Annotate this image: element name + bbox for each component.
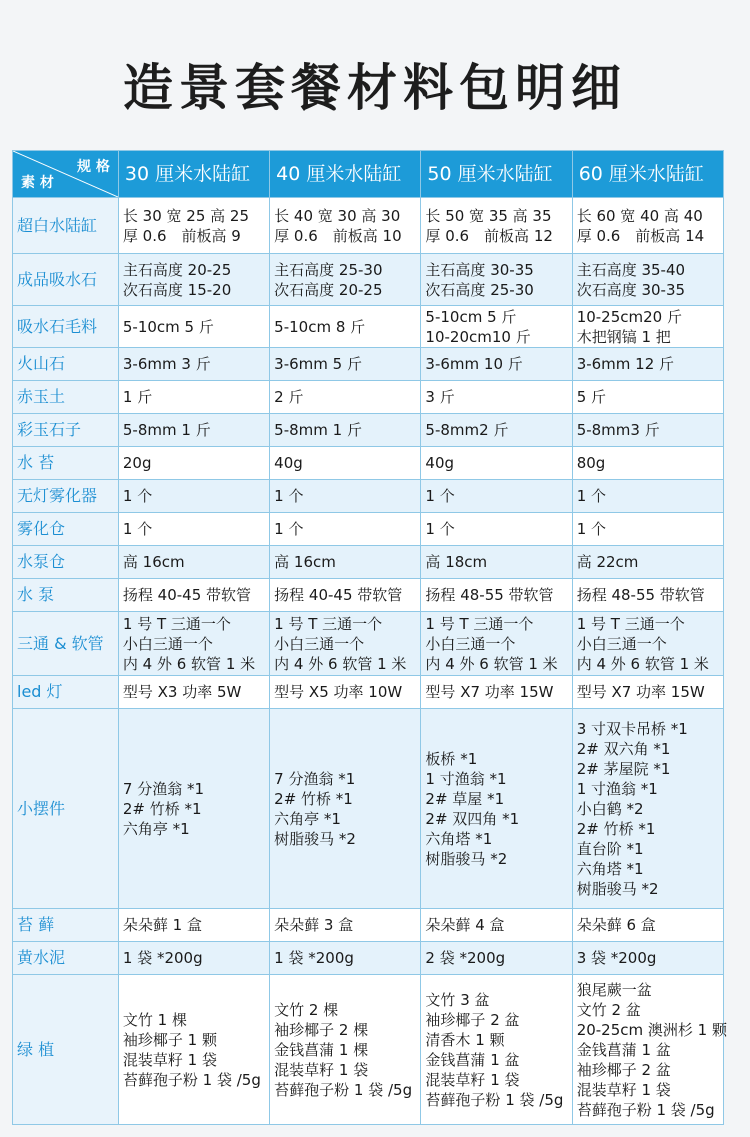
column-header-50cm: 50 厘米水陆缸 [421, 151, 572, 198]
row-label: 雾化仓 [13, 513, 119, 546]
cell-line: 3-6mm 12 斤 [576, 355, 675, 373]
cell-line: 袖珍椰子 2 盆 [425, 1010, 520, 1029]
table-cell [118, 546, 269, 579]
table-cell [421, 975, 572, 1125]
cell-line: 1 个 [576, 487, 606, 505]
table-cell [118, 909, 269, 942]
cell-line: 5-8mm 1 斤 [122, 421, 211, 439]
table-cell [270, 942, 421, 975]
cell-line: 型号 X7 功率 15W [576, 683, 705, 701]
table-cell [421, 676, 572, 709]
cell-line: 7 分渔翁 *1 [274, 769, 356, 788]
cell-line: 扬程 40-45 带软管 [274, 586, 403, 604]
cell-line: 文竹 2 棵 [274, 1000, 339, 1019]
table-cell [118, 975, 269, 1125]
material-label: 素 材 [21, 175, 54, 191]
cell-line: 扬程 48-55 带软管 [425, 586, 554, 604]
cell-line: 金钱菖蒲 1 盆 [576, 1040, 671, 1059]
cell-line: 5-10cm 5 斤 [122, 317, 214, 336]
cell-line: 扬程 48-55 带软管 [576, 586, 705, 604]
cell-line: 长 50 宽 35 高 35 [425, 206, 552, 225]
cell-line: 厚 0.6 前板高 14 [576, 226, 705, 245]
table-cell [118, 381, 269, 414]
cell-line: 5-8mm2 斤 [425, 421, 509, 439]
cell-line: 3 斤 [425, 388, 455, 406]
cell-line: 1 寸渔翁 *1 [425, 769, 507, 788]
cell-line: 朵朵藓 1 盒 [122, 916, 202, 934]
header-corner [13, 151, 119, 198]
table-cell [421, 254, 572, 306]
table-cell [572, 942, 723, 975]
table-cell [270, 909, 421, 942]
cell-line: 苔藓孢子粉 1 袋 /5g [274, 1080, 413, 1099]
cell-line: 2# 竹桥 *1 [274, 789, 353, 808]
table-cell [118, 942, 269, 975]
cell-line: 小白三通一个 [274, 634, 365, 653]
cell-line: 朵朵藓 4 盒 [425, 916, 505, 934]
table-cell [118, 306, 269, 348]
row-label: 绿 植 [13, 975, 119, 1125]
cell-line: 直台阶 *1 [576, 839, 644, 858]
column-header-40cm: 40 厘米水陆缸 [270, 151, 421, 198]
table-cell [270, 198, 421, 254]
cell-line: 内 4 外 6 软管 1 米 [576, 654, 709, 673]
table-header-row [13, 151, 724, 198]
table-row [13, 447, 724, 480]
cell-line: 次石高度 30-35 [576, 280, 686, 299]
column-header-60cm: 60 厘米水陆缸 [572, 151, 723, 198]
cell-line: 2# 草屋 *1 [425, 789, 505, 808]
table-row [13, 942, 724, 975]
table-row [13, 198, 724, 254]
cell-line: 2# 竹桥 *1 [576, 819, 656, 838]
table-cell [421, 709, 572, 909]
table-cell [270, 414, 421, 447]
cell-line: 袖珍椰子 2 棵 [274, 1020, 369, 1039]
cell-line: 高 22cm [576, 553, 639, 571]
cell-line: 1 号 T 三通一个 [425, 614, 534, 633]
table-cell [421, 909, 572, 942]
table-row [13, 254, 724, 306]
table-cell [572, 254, 723, 306]
table-cell [572, 513, 723, 546]
table-cell [572, 306, 723, 348]
cell-line: 高 16cm [122, 553, 185, 571]
cell-line: 型号 X7 功率 15W [425, 683, 554, 701]
table-cell [421, 546, 572, 579]
cell-line: 清香木 1 颗 [425, 1030, 505, 1049]
row-label: 无灯雾化器 [13, 480, 119, 513]
cell-line: 内 4 外 6 软管 1 米 [425, 654, 558, 673]
table-row [13, 975, 724, 1125]
row-label: 三通 & 软管 [13, 612, 119, 676]
table-row [13, 381, 724, 414]
table-cell [572, 381, 723, 414]
table-row [13, 909, 724, 942]
cell-line: 混装草籽 1 袋 [274, 1060, 369, 1079]
row-label: 吸水石毛料 [13, 306, 119, 348]
table-row [13, 414, 724, 447]
cell-line: 文竹 2 盆 [576, 1000, 641, 1019]
row-label: led 灯 [13, 676, 119, 709]
table-cell [270, 480, 421, 513]
table-row [13, 676, 724, 709]
table-cell [572, 546, 723, 579]
table-body [13, 198, 727, 1125]
cell-line: 狼尾蕨一盆 [576, 980, 652, 999]
cell-line: 内 4 外 6 软管 1 米 [274, 654, 407, 673]
table-cell [270, 447, 421, 480]
table-cell [572, 348, 723, 381]
table-cell [572, 414, 723, 447]
cell-line: 混装草籽 1 袋 [425, 1070, 520, 1089]
table-cell [421, 612, 572, 676]
cell-line: 主石高度 35-40 [576, 260, 686, 279]
table-cell [270, 676, 421, 709]
table-cell [270, 709, 421, 909]
cell-line: 1 个 [122, 487, 153, 505]
cell-line: 1 号 T 三通一个 [274, 614, 383, 633]
cell-line: 厚 0.6 前板高 12 [425, 226, 553, 245]
cell-line: 5-10cm 8 斤 [274, 317, 366, 336]
table-cell [421, 414, 572, 447]
cell-line: 1 号 T 三通一个 [576, 614, 685, 633]
table-cell [421, 942, 572, 975]
cell-line: 苔藓孢子粉 1 袋 /5g [576, 1100, 715, 1119]
cell-line: 型号 X3 功率 5W [122, 683, 242, 701]
cell-line: 厚 0.6 前板高 10 [274, 226, 402, 245]
row-label: 水 苔 [13, 447, 119, 480]
cell-line: 1 个 [274, 487, 304, 505]
table-cell [118, 709, 269, 909]
cell-line: 2# 竹桥 *1 [122, 799, 202, 818]
row-label: 彩玉石子 [13, 414, 119, 447]
cell-line: 朵朵藓 6 盒 [576, 916, 656, 934]
row-label: 超白水陆缸 [13, 198, 119, 254]
table-cell [421, 447, 572, 480]
table-cell [421, 348, 572, 381]
cell-line: 1 袋 *200g [122, 949, 203, 967]
table-cell [421, 579, 572, 612]
cell-line: 金钱菖蒲 1 盆 [425, 1050, 520, 1069]
page-title: 造景套餐材料包明细 [123, 59, 627, 117]
cell-line: 混装草籽 1 袋 [576, 1080, 671, 1099]
cell-line: 5-10cm 5 斤 [425, 307, 517, 326]
row-label: 小摆件 [13, 709, 119, 909]
table-row [13, 348, 724, 381]
cell-line: 1 袋 *200g [274, 949, 354, 967]
table-row [13, 306, 724, 348]
cell-line: 混装草籽 1 袋 [122, 1050, 217, 1069]
table-cell [421, 480, 572, 513]
table-cell [572, 198, 723, 254]
table-cell [270, 381, 421, 414]
table-cell [118, 254, 269, 306]
cell-line: 5-8mm 1 斤 [274, 421, 362, 439]
cell-line: 树脂骏马 *2 [576, 879, 659, 898]
row-label: 苔 藓 [13, 909, 119, 942]
row-label: 火山石 [13, 348, 119, 381]
cell-line: 10-20cm10 斤 [425, 327, 531, 346]
spec-label: 规 格 [77, 159, 110, 175]
table-cell [270, 546, 421, 579]
cell-line: 次石高度 20-25 [274, 280, 383, 299]
table-row [13, 480, 724, 513]
cell-line: 5-8mm3 斤 [576, 421, 660, 439]
cell-line: 3-6mm 5 斤 [274, 355, 362, 373]
cell-line: 树脂骏马 *2 [425, 849, 508, 868]
cell-line: 主石高度 30-35 [425, 260, 534, 279]
cell-line: 小白鹤 *2 [576, 799, 644, 818]
table-cell [118, 513, 269, 546]
cell-line: 7 分渔翁 *1 [122, 779, 205, 798]
cell-line: 袖珍椰子 2 盆 [576, 1060, 671, 1079]
table-row [13, 546, 724, 579]
cell-line: 小白三通一个 [122, 634, 213, 653]
table-cell [118, 480, 269, 513]
cell-line: 树脂骏马 *2 [274, 829, 356, 848]
cell-line: 3 寸双卡吊桥 *1 [576, 719, 688, 738]
table-cell [270, 348, 421, 381]
cell-line: 5 斤 [576, 388, 606, 406]
table-cell [270, 513, 421, 546]
cell-line: 木把钢镐 1 把 [576, 327, 671, 346]
cell-line: 小白三通一个 [425, 634, 516, 653]
row-label: 黄水泥 [13, 942, 119, 975]
table-cell [270, 579, 421, 612]
cell-line: 小白三通一个 [576, 634, 667, 653]
cell-line: 1 个 [425, 520, 455, 538]
cell-line: 2 斤 [274, 388, 304, 406]
cell-line: 金钱菖蒲 1 棵 [274, 1040, 369, 1059]
table-cell [118, 447, 269, 480]
table-cell [270, 254, 421, 306]
table-cell [118, 676, 269, 709]
cell-line: 六角塔 *1 [576, 859, 644, 878]
table-row [13, 513, 724, 546]
cell-line: 2# 双六角 *1 [576, 739, 671, 758]
table-cell [572, 709, 723, 909]
table-cell [572, 447, 723, 480]
cell-line: 板桥 *1 [425, 749, 478, 768]
table-cell [118, 612, 269, 676]
cell-line: 朵朵藓 3 盒 [274, 916, 354, 934]
table-cell [421, 381, 572, 414]
table-cell [421, 198, 572, 254]
cell-line: 扬程 40-45 带软管 [122, 586, 252, 604]
cell-line: 2# 茅屋院 *1 [576, 759, 671, 778]
cell-line: 六角塔 *1 [425, 829, 493, 848]
table-cell [572, 579, 723, 612]
table-cell [270, 612, 421, 676]
table-row [13, 612, 724, 676]
cell-line: 长 30 宽 25 高 25 [122, 206, 249, 225]
cell-line: 文竹 1 棵 [122, 1010, 187, 1029]
table-cell [118, 414, 269, 447]
cell-line: 厚 0.6 前板高 9 [122, 226, 241, 245]
table-cell [421, 306, 572, 348]
cell-line: 苔藓孢子粉 1 袋 /5g [122, 1070, 261, 1089]
row-label: 赤玉土 [13, 381, 119, 414]
cell-line: 20-25cm 澳洲杉 1 颗 [576, 1020, 727, 1039]
cell-line: 长 60 宽 40 高 40 [576, 206, 703, 225]
table-cell [118, 198, 269, 254]
table-cell [572, 909, 723, 942]
cell-line: 次石高度 15-20 [122, 280, 232, 299]
cell-line: 2 袋 *200g [425, 949, 506, 967]
row-label: 水 泵 [13, 579, 119, 612]
cell-line: 80g [576, 454, 606, 472]
row-label: 水泵仓 [13, 546, 119, 579]
cell-line: 1 个 [122, 520, 153, 538]
cell-line: 1 号 T 三通一个 [122, 614, 231, 633]
cell-line: 六角亭 *1 [274, 809, 341, 828]
column-header-30cm: 30 厘米水陆缸 [118, 151, 269, 198]
cell-line: 1 个 [576, 520, 606, 538]
cell-line: 苔藓孢子粉 1 袋 /5g [425, 1090, 564, 1109]
cell-line: 3 袋 *200g [576, 949, 657, 967]
cell-line: 型号 X5 功率 10W [274, 683, 403, 701]
cell-line: 长 40 宽 30 高 30 [274, 206, 401, 225]
table-cell [572, 975, 727, 1125]
cell-line: 袖珍椰子 1 颗 [122, 1030, 217, 1049]
table-cell [118, 579, 269, 612]
cell-line: 1 个 [425, 487, 455, 505]
cell-line: 次石高度 25-30 [425, 280, 534, 299]
table-cell [572, 612, 723, 676]
table-cell [270, 306, 421, 348]
cell-line: 3-6mm 3 斤 [122, 355, 211, 373]
cell-line: 1 个 [274, 520, 304, 538]
cell-line: 3-6mm 10 斤 [425, 355, 523, 373]
cell-line: 文竹 3 盆 [425, 990, 490, 1009]
materials-table [12, 150, 727, 1125]
table-cell [572, 676, 723, 709]
table-cell [270, 975, 421, 1125]
table-row [13, 709, 724, 909]
table-cell [118, 348, 269, 381]
cell-line: 1 斤 [122, 388, 153, 406]
table-cell [421, 513, 572, 546]
cell-line: 主石高度 25-30 [274, 260, 383, 279]
table-row [13, 579, 724, 612]
cell-line: 高 16cm [274, 553, 336, 571]
cell-line: 40g [274, 454, 303, 472]
table-cell [572, 480, 723, 513]
cell-line: 2# 双四角 *1 [425, 809, 520, 828]
cell-line: 内 4 外 6 软管 1 米 [122, 654, 256, 673]
cell-line: 1 寸渔翁 *1 [576, 779, 658, 798]
cell-line: 20g [122, 454, 152, 472]
cell-line: 主石高度 20-25 [122, 260, 232, 279]
cell-line: 40g [425, 454, 455, 472]
cell-line: 10-25cm20 斤 [576, 307, 682, 326]
row-label: 成品吸水石 [13, 254, 119, 306]
cell-line: 高 18cm [425, 553, 488, 571]
cell-line: 六角亭 *1 [122, 819, 190, 838]
